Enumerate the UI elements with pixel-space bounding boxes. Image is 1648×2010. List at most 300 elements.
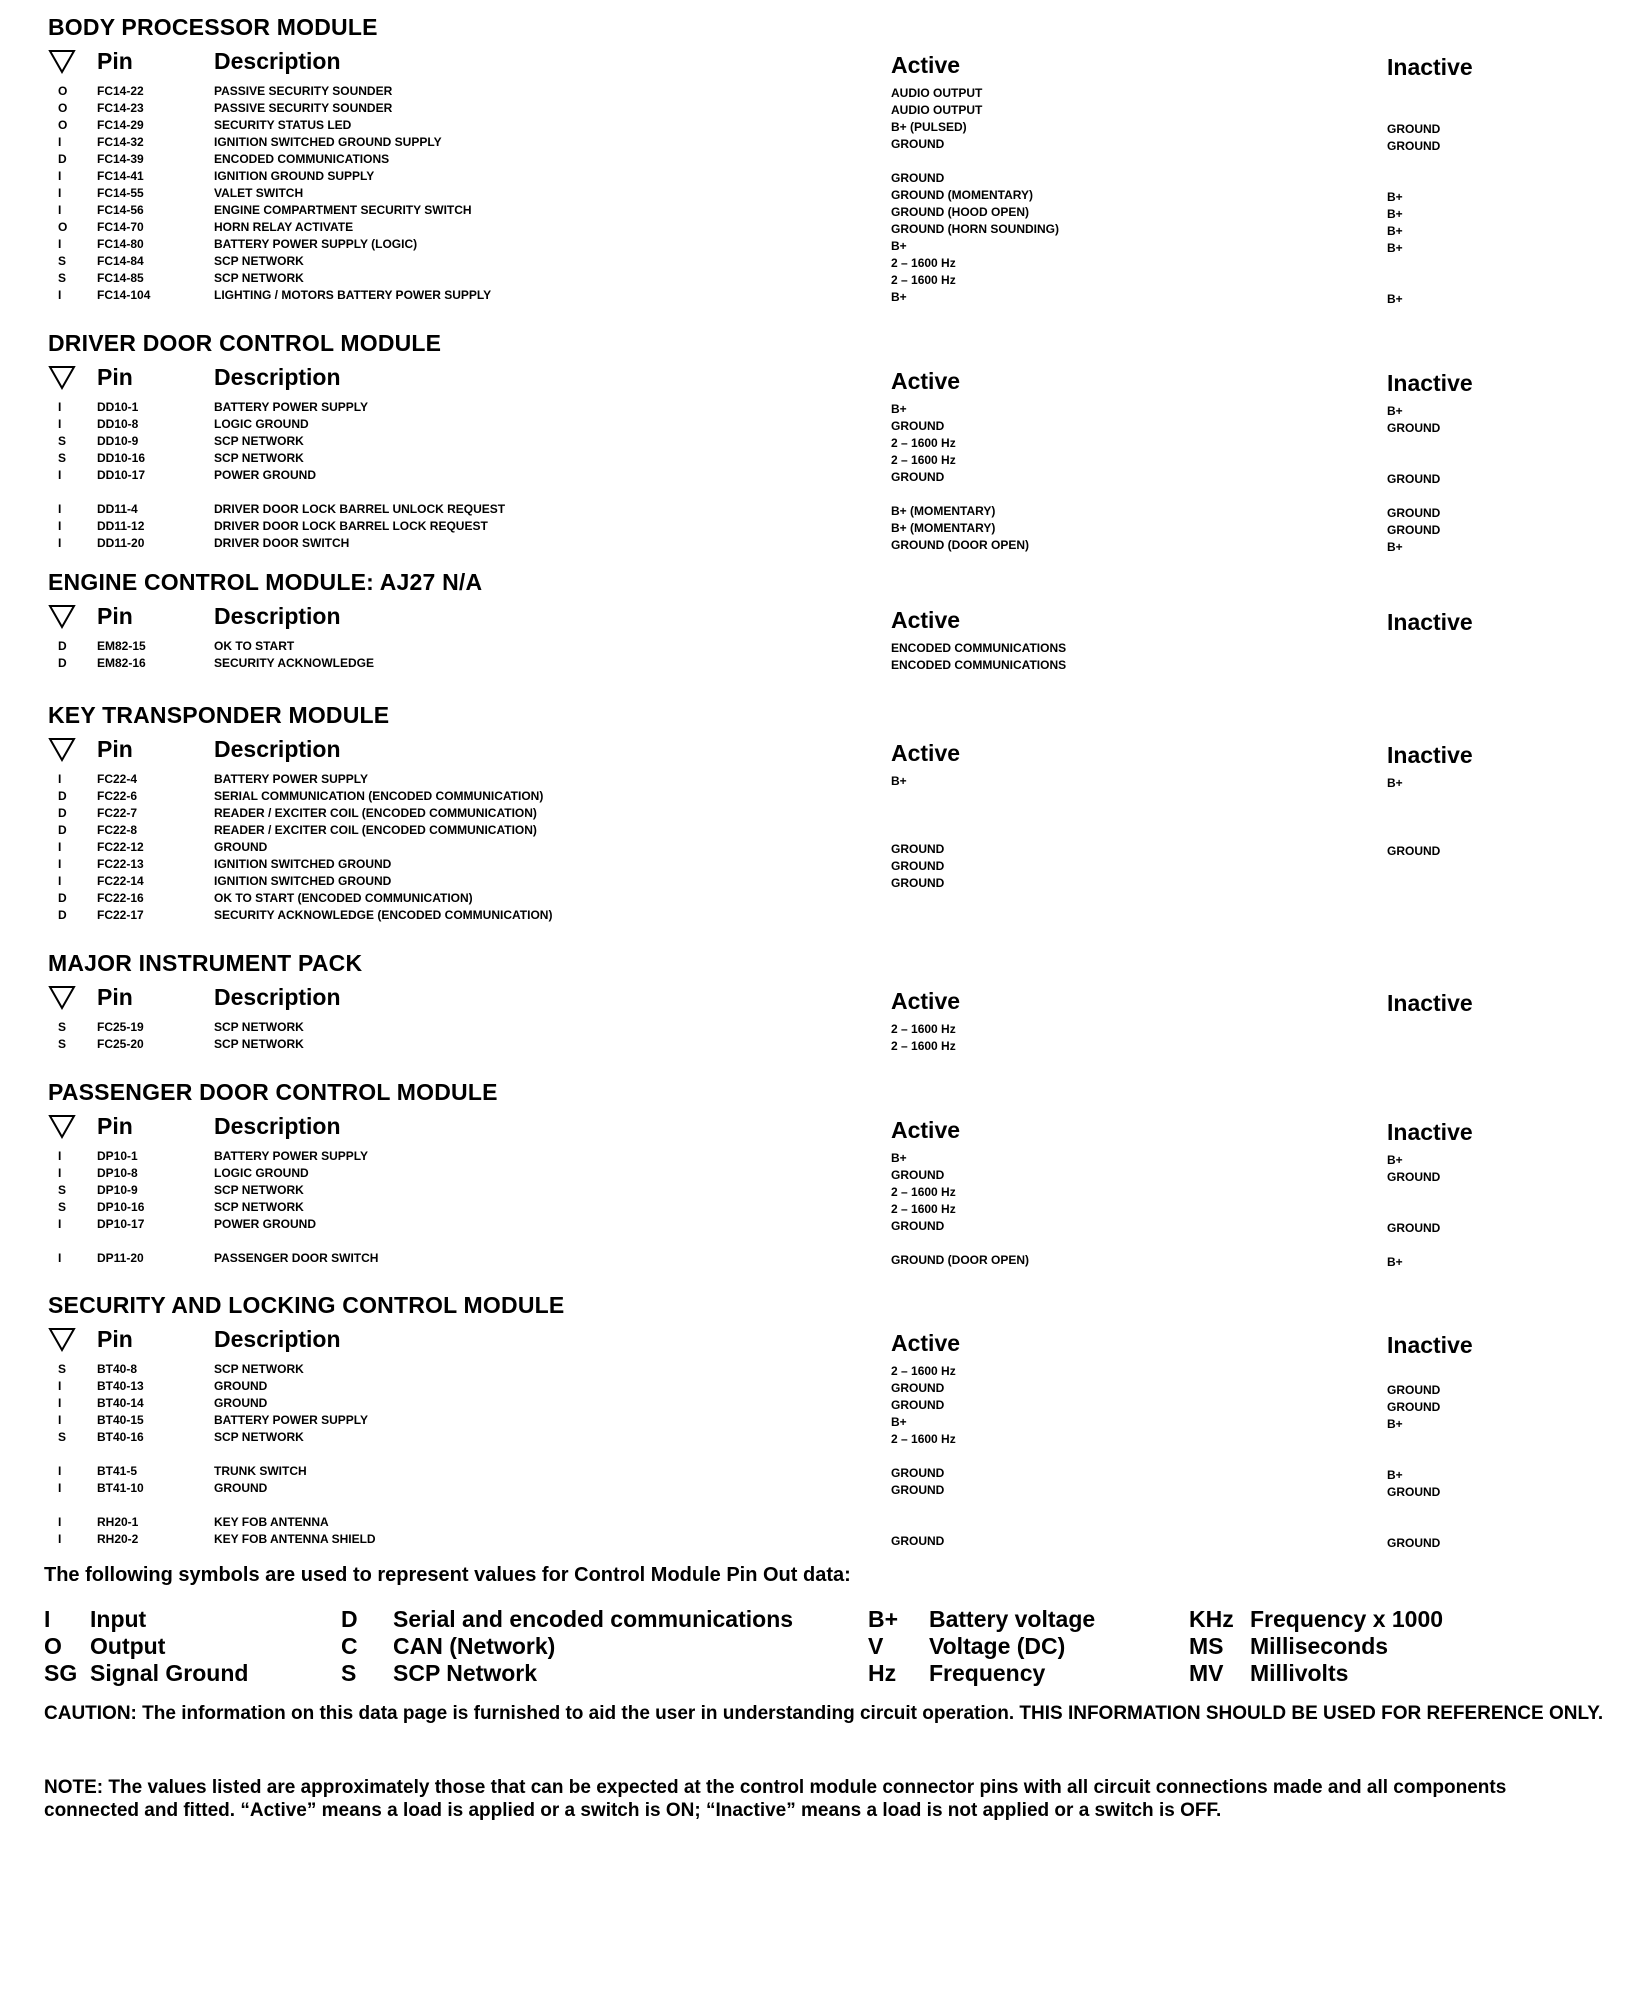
pin-description: ENGINE COMPARTMENT SECURITY SWITCH: [214, 203, 472, 217]
module-title: PASSENGER DOOR CONTROL MODULE: [48, 1079, 498, 1105]
active-value: GROUND: [891, 859, 945, 873]
inactive-value: GROUND: [1387, 506, 1441, 520]
table-row: [0, 789, 1648, 806]
inactive-value: B+: [1387, 292, 1403, 306]
active-value: ENCODED COMMUNICATIONS: [891, 641, 1067, 655]
pin-id: FC14-56: [97, 203, 144, 217]
table-row: [0, 434, 1648, 451]
inactive-value: GROUND: [1387, 1536, 1441, 1550]
pin-description: GROUND: [214, 840, 268, 854]
column-header-inactive: Inactive: [1387, 1119, 1473, 1145]
table-row: [0, 417, 1648, 434]
pin-description: BATTERY POWER SUPPLY: [214, 1149, 369, 1163]
pin-description: SCP NETWORK: [214, 1200, 304, 1214]
legend-symbol-label: Frequency: [929, 1660, 1046, 1686]
column-header-description: Description: [214, 364, 341, 390]
active-value: AUDIO OUTPUT: [891, 86, 983, 100]
pin-id: FC22-4: [97, 772, 138, 786]
pin-id: FC22-7: [97, 806, 138, 820]
pin-id: FC14-85: [97, 271, 144, 285]
active-value: GROUND: [891, 419, 945, 433]
table-row: [0, 400, 1648, 417]
pin-id: DD11-4: [97, 502, 138, 516]
pin-id: BT41-10: [97, 1481, 144, 1495]
pin-type: I: [58, 417, 62, 431]
column-header-active: Active: [891, 1117, 961, 1143]
pin-id: FC14-80: [97, 237, 144, 251]
pin-description: ENCODED COMMUNICATIONS: [214, 152, 390, 166]
table-row: [0, 1515, 1648, 1532]
column-header-pin: Pin: [97, 984, 133, 1010]
pin-id: FC14-55: [97, 186, 144, 200]
pin-description: SCP NETWORK: [214, 434, 304, 448]
pin-description: GROUND: [214, 1396, 268, 1410]
table-row: [0, 254, 1648, 271]
pin-id: FC22-12: [97, 840, 144, 854]
pin-id: DD10-16: [97, 451, 146, 465]
table-row: [0, 1396, 1648, 1413]
pin-type: I: [58, 1217, 62, 1231]
pin-type: I: [58, 1149, 62, 1163]
legend-symbol-code: KHz: [1189, 1606, 1234, 1632]
column-header-inactive: Inactive: [1387, 1332, 1473, 1358]
pin-description: BATTERY POWER SUPPLY: [214, 400, 369, 414]
caution-text: CAUTION: The information on this data page is furnished to aid the user in understanding circuit operation. THIS INFORMATION SHOULD BE USED FOR REFERENCE ONLY.: [44, 1703, 1604, 1724]
pin-id: FC14-23: [97, 101, 144, 115]
column-header-description: Description: [214, 984, 341, 1010]
module-section: [0, 950, 1648, 1064]
pin-type: I: [58, 1464, 62, 1478]
table-row: [0, 152, 1648, 169]
active-value: GROUND: [891, 1219, 945, 1233]
pin-id: FC14-70: [97, 220, 144, 234]
pin-id: BT40-14: [97, 1396, 144, 1410]
pin-id: FC14-32: [97, 135, 144, 149]
active-value: 2 – 1600 Hz: [891, 453, 956, 467]
table-row: [0, 1481, 1648, 1498]
table-row: [0, 84, 1648, 101]
pin-description: DRIVER DOOR LOCK BARREL UNLOCK REQUEST: [214, 502, 506, 516]
legend-symbol-label: Voltage (DC): [929, 1633, 1066, 1659]
active-value: GROUND: [891, 1381, 945, 1395]
pin-description: READER / EXCITER COIL (ENCODED COMMUNICATION): [214, 823, 537, 837]
legend-symbol-label: Battery voltage: [929, 1606, 1096, 1632]
pin-id: FC14-104: [97, 288, 151, 302]
pin-id: EM82-16: [97, 656, 146, 670]
active-value: 2 – 1600 Hz: [891, 1364, 956, 1378]
legend-symbol-code: SG: [44, 1660, 78, 1686]
legend-symbol-code: B+: [868, 1606, 899, 1632]
legend-symbol-label: Signal Ground: [90, 1660, 249, 1686]
inactive-value: B+: [1387, 1153, 1403, 1167]
pin-id: FC14-39: [97, 152, 144, 166]
pin-type: D: [58, 823, 67, 837]
table-row: [0, 536, 1648, 553]
pin-type: D: [58, 908, 67, 922]
pin-type: I: [58, 857, 62, 871]
table-row: [0, 874, 1648, 891]
pin-type: I: [58, 502, 62, 516]
table-row: [0, 1251, 1648, 1268]
pin-id: BT40-8: [97, 1362, 138, 1376]
pin-id: FC25-19: [97, 1020, 144, 1034]
inactive-value: GROUND: [1387, 139, 1441, 153]
legend-symbol-label: SCP Network: [393, 1660, 538, 1686]
pin-description: DRIVER DOOR LOCK BARREL LOCK REQUEST: [214, 519, 488, 533]
pin-id: RH20-1: [97, 1515, 139, 1529]
column-header-inactive: Inactive: [1387, 742, 1473, 768]
column-header-active: Active: [891, 740, 961, 766]
table-row: [0, 806, 1648, 823]
pin-id: FC22-6: [97, 789, 138, 803]
active-value: GROUND (HOOD OPEN): [891, 205, 1029, 219]
pin-description: SCP NETWORK: [214, 1430, 304, 1444]
active-value: GROUND: [891, 876, 945, 890]
pin-type: S: [58, 1183, 67, 1197]
signal-direction-triangle-icon: [48, 1113, 76, 1139]
signal-direction-triangle-icon: [48, 736, 76, 762]
pin-type: I: [58, 169, 62, 183]
active-value: GROUND: [891, 1398, 945, 1412]
pin-description: LOGIC GROUND: [214, 417, 309, 431]
pin-type: I: [58, 288, 62, 302]
legend-symbol-label: Frequency x 1000: [1250, 1606, 1444, 1632]
inactive-value: GROUND: [1387, 1400, 1441, 1414]
legend-symbol-label: Milliseconds: [1250, 1633, 1389, 1659]
note-text: NOTE: The values listed are approximately those that can be expected at the control module connector pins with all circuit connections made and all components connected and fitted. “Active” means a load is applied or a switch is ON; “Inactive” means a load is not applied or a switch is OFF.: [44, 1777, 1507, 1821]
table-row: [0, 237, 1648, 254]
inactive-value: B+: [1387, 1468, 1403, 1482]
pin-id: BT40-16: [97, 1430, 144, 1444]
pin-id: DP10-1: [97, 1149, 138, 1163]
pin-type: O: [58, 118, 68, 132]
active-value: 2 – 1600 Hz: [891, 1185, 956, 1199]
pin-id: DD10-9: [97, 434, 139, 448]
active-value: GROUND (DOOR OPEN): [891, 1253, 1029, 1267]
pin-type: I: [58, 135, 62, 149]
inactive-value: B+: [1387, 190, 1403, 204]
pin-type: I: [58, 536, 62, 550]
inactive-value: GROUND: [1387, 1383, 1441, 1397]
pin-type: D: [58, 152, 67, 166]
table-row: [0, 891, 1648, 908]
pin-id: FC14-84: [97, 254, 144, 268]
pin-type: D: [58, 789, 67, 803]
legend-title: The following symbols are used to represent values for Control Module Pin Out data:: [44, 1564, 851, 1586]
pin-id: DP10-16: [97, 1200, 145, 1214]
column-header-pin: Pin: [97, 736, 133, 762]
table-row: [0, 502, 1648, 519]
table-row: [0, 135, 1648, 152]
pin-description: IGNITION SWITCHED GROUND: [214, 857, 392, 871]
pin-description: IGNITION GROUND SUPPLY: [214, 169, 375, 183]
pin-description: POWER GROUND: [214, 1217, 316, 1231]
column-header-description: Description: [214, 1113, 341, 1139]
pin-id: DP10-9: [97, 1183, 138, 1197]
table-row: [0, 840, 1648, 857]
column-header-inactive: Inactive: [1387, 609, 1473, 635]
pin-type: I: [58, 840, 62, 854]
column-header-active: Active: [891, 988, 961, 1014]
table-row: [0, 1183, 1648, 1200]
pin-id: FC22-8: [97, 823, 138, 837]
inactive-value: B+: [1387, 776, 1403, 790]
column-header-pin: Pin: [97, 603, 133, 629]
table-row: [0, 1200, 1648, 1217]
legend-symbol-code: MS: [1189, 1633, 1224, 1659]
table-row: [0, 1037, 1648, 1054]
table-row: [0, 823, 1648, 840]
table-row: [0, 857, 1648, 874]
column-header-active: Active: [891, 368, 961, 394]
pin-type: O: [58, 84, 68, 98]
legend-symbol-code: C: [341, 1633, 358, 1659]
column-header-description: Description: [214, 48, 341, 74]
pin-id: FC22-16: [97, 891, 144, 905]
active-value: GROUND: [891, 1466, 945, 1480]
table-row: [0, 271, 1648, 288]
active-value: 2 – 1600 Hz: [891, 436, 956, 450]
pin-id: FC22-13: [97, 857, 144, 871]
table-row: [0, 1020, 1648, 1037]
active-value: GROUND: [891, 1483, 945, 1497]
pin-type: I: [58, 1515, 62, 1529]
signal-direction-triangle-icon: [48, 48, 76, 74]
pin-description: GROUND: [214, 1379, 268, 1393]
pin-type: O: [58, 220, 68, 234]
signal-direction-triangle-icon: [48, 603, 76, 629]
column-header-active: Active: [891, 52, 961, 78]
column-header-active: Active: [891, 607, 961, 633]
pin-type: S: [58, 1020, 67, 1034]
pin-description: SCP NETWORK: [214, 451, 304, 465]
legend-symbol-code: MV: [1189, 1660, 1224, 1686]
pin-id: FC22-14: [97, 874, 144, 888]
active-value: GROUND: [891, 470, 945, 484]
table-row: [0, 451, 1648, 468]
table-row: [0, 1413, 1648, 1430]
active-value: B+ (MOMENTARY): [891, 521, 996, 535]
pin-id: EM82-15: [97, 639, 146, 653]
pin-type: O: [58, 101, 68, 115]
table-row: [0, 656, 1648, 673]
active-value: B+: [891, 239, 907, 253]
table-row: [0, 639, 1648, 656]
signal-direction-triangle-icon: [48, 364, 76, 390]
active-value: B+: [891, 1151, 907, 1165]
pin-type: S: [58, 434, 67, 448]
pin-description: OK TO START (ENCODED COMMUNICATION): [214, 891, 473, 905]
active-value: GROUND (HORN SOUNDING): [891, 222, 1059, 236]
inactive-value: GROUND: [1387, 421, 1441, 435]
pin-id: FC14-41: [97, 169, 144, 183]
pin-id: BT40-15: [97, 1413, 144, 1427]
module-section: [0, 14, 1648, 315]
legend-symbol-code: D: [341, 1606, 358, 1632]
active-value: ENCODED COMMUNICATIONS: [891, 658, 1067, 672]
pin-description: KEY FOB ANTENNA: [214, 1515, 329, 1529]
pin-description: VALET SWITCH: [214, 186, 304, 200]
pin-description: SCP NETWORK: [214, 1183, 304, 1197]
pin-description: BATTERY POWER SUPPLY (LOGIC): [214, 237, 418, 251]
pin-id: DP10-17: [97, 1217, 145, 1231]
pin-type: S: [58, 271, 67, 285]
table-row: [0, 118, 1648, 135]
table-row: [0, 772, 1648, 789]
inactive-value: GROUND: [1387, 1170, 1441, 1184]
table-row: [0, 1362, 1648, 1379]
pin-type: S: [58, 1200, 67, 1214]
pin-type: S: [58, 254, 67, 268]
pin-description: SECURITY STATUS LED: [214, 118, 352, 132]
pin-type: I: [58, 1413, 62, 1427]
column-header-inactive: Inactive: [1387, 990, 1473, 1016]
legend-symbol-label: Millivolts: [1250, 1660, 1349, 1686]
column-header-pin: Pin: [97, 1113, 133, 1139]
pin-id: FC22-17: [97, 908, 144, 922]
table-row: [0, 519, 1648, 536]
pin-id: DD10-8: [97, 417, 139, 431]
pin-description: KEY FOB ANTENNA SHIELD: [214, 1532, 376, 1546]
table-row: [0, 468, 1648, 485]
pin-id: DD10-17: [97, 468, 146, 482]
inactive-value: B+: [1387, 241, 1403, 255]
pin-id: BT41-5: [97, 1464, 138, 1478]
module-section: [0, 1292, 1648, 1559]
pin-description: SECURITY ACKNOWLEDGE (ENCODED COMMUNICATION): [214, 908, 553, 922]
pin-type: I: [58, 1251, 62, 1265]
pin-id: BT40-13: [97, 1379, 144, 1393]
column-header-description: Description: [214, 603, 341, 629]
column-header-pin: Pin: [97, 364, 133, 390]
active-value: GROUND (DOOR OPEN): [891, 538, 1029, 552]
inactive-value: B+: [1387, 1255, 1403, 1269]
pin-description: LOGIC GROUND: [214, 1166, 309, 1180]
module-title: MAJOR INSTRUMENT PACK: [48, 950, 363, 976]
pin-description: SCP NETWORK: [214, 254, 304, 268]
pin-type: I: [58, 772, 62, 786]
column-header-inactive: Inactive: [1387, 370, 1473, 396]
active-value: B+: [891, 1415, 907, 1429]
column-header-description: Description: [214, 736, 341, 762]
pin-type: I: [58, 1166, 62, 1180]
pin-type: I: [58, 203, 62, 217]
pin-description: SCP NETWORK: [214, 271, 304, 285]
inactive-value: B+: [1387, 224, 1403, 238]
inactive-value: B+: [1387, 404, 1403, 418]
pin-id: DP11-20: [97, 1251, 144, 1265]
active-value: GROUND (MOMENTARY): [891, 188, 1033, 202]
module-title: BODY PROCESSOR MODULE: [48, 14, 378, 40]
pin-description: READER / EXCITER COIL (ENCODED COMMUNICATION): [214, 806, 537, 820]
table-row: [0, 169, 1648, 186]
pin-description: SERIAL COMMUNICATION (ENCODED COMMUNICATION): [214, 789, 544, 803]
active-value: B+ (MOMENTARY): [891, 504, 996, 518]
table-row: [0, 1149, 1648, 1166]
legend-symbol-label: Input: [90, 1606, 147, 1632]
pin-type: I: [58, 1532, 62, 1546]
signal-direction-triangle-icon: [48, 1326, 76, 1352]
pin-type: I: [58, 186, 62, 200]
column-header-inactive: Inactive: [1387, 54, 1473, 80]
pin-description: DRIVER DOOR SWITCH: [214, 536, 350, 550]
table-row: [0, 1532, 1648, 1549]
pin-type: I: [58, 1481, 62, 1495]
pin-description: BATTERY POWER SUPPLY: [214, 1413, 369, 1427]
legend-symbol-code: V: [868, 1633, 884, 1659]
pin-type: D: [58, 656, 67, 670]
active-value: 2 – 1600 Hz: [891, 1039, 956, 1053]
module-section: [0, 330, 1648, 563]
pin-description: IGNITION SWITCHED GROUND SUPPLY: [214, 135, 442, 149]
table-row: [0, 1166, 1648, 1183]
pin-type: D: [58, 639, 67, 653]
active-value: B+: [891, 290, 907, 304]
inactive-value: GROUND: [1387, 1221, 1441, 1235]
pin-type: I: [58, 519, 62, 533]
module-section: [0, 569, 1648, 683]
pin-type: I: [58, 874, 62, 888]
pin-description: SCP NETWORK: [214, 1020, 304, 1034]
pin-type: I: [58, 237, 62, 251]
inactive-value: GROUND: [1387, 523, 1441, 537]
column-header-pin: Pin: [97, 48, 133, 74]
pin-description: POWER GROUND: [214, 468, 316, 482]
pin-id: DP10-8: [97, 1166, 138, 1180]
pin-type: I: [58, 1396, 62, 1410]
legend-symbol-code: I: [44, 1606, 51, 1632]
module-title: SECURITY AND LOCKING CONTROL MODULE: [48, 1292, 565, 1318]
module-title: DRIVER DOOR CONTROL MODULE: [48, 330, 442, 356]
legend-symbol-code: Hz: [868, 1660, 897, 1686]
pin-type: D: [58, 806, 67, 820]
active-value: 2 – 1600 Hz: [891, 1432, 956, 1446]
pin-id: FC25-20: [97, 1037, 144, 1051]
active-value: 2 – 1600 Hz: [891, 1022, 956, 1036]
active-value: 2 – 1600 Hz: [891, 256, 956, 270]
column-header-active: Active: [891, 1330, 961, 1356]
pin-id: FC14-29: [97, 118, 144, 132]
pin-type: S: [58, 1037, 67, 1051]
pin-id: DD11-12: [97, 519, 145, 533]
active-value: 2 – 1600 Hz: [891, 273, 956, 287]
pin-id: FC14-22: [97, 84, 144, 98]
column-header-pin: Pin: [97, 1326, 133, 1352]
module-section: [0, 702, 1648, 935]
table-row: [0, 101, 1648, 118]
table-row: [0, 220, 1648, 237]
table-row: [0, 203, 1648, 220]
pin-type: S: [58, 1430, 67, 1444]
legend-symbol-label: CAN (Network): [393, 1633, 556, 1659]
pin-id: DD11-20: [97, 536, 145, 550]
pin-description: SCP NETWORK: [214, 1037, 304, 1051]
active-value: 2 – 1600 Hz: [891, 1202, 956, 1216]
table-row: [0, 1217, 1648, 1234]
inactive-value: GROUND: [1387, 1485, 1441, 1499]
column-header-description: Description: [214, 1326, 341, 1352]
pin-description: TRUNK SWITCH: [214, 1464, 307, 1478]
pin-type: S: [58, 451, 67, 465]
active-value: GROUND: [891, 1534, 945, 1548]
pin-description: PASSENGER DOOR SWITCH: [214, 1251, 379, 1265]
pin-description: HORN RELAY ACTIVATE: [214, 220, 354, 234]
table-row: [0, 908, 1648, 925]
legend-symbol-label: Serial and encoded communications: [393, 1606, 794, 1632]
table-row: [0, 1379, 1648, 1396]
active-value: B+ (PULSED): [891, 120, 967, 134]
active-value: GROUND: [891, 1168, 945, 1182]
